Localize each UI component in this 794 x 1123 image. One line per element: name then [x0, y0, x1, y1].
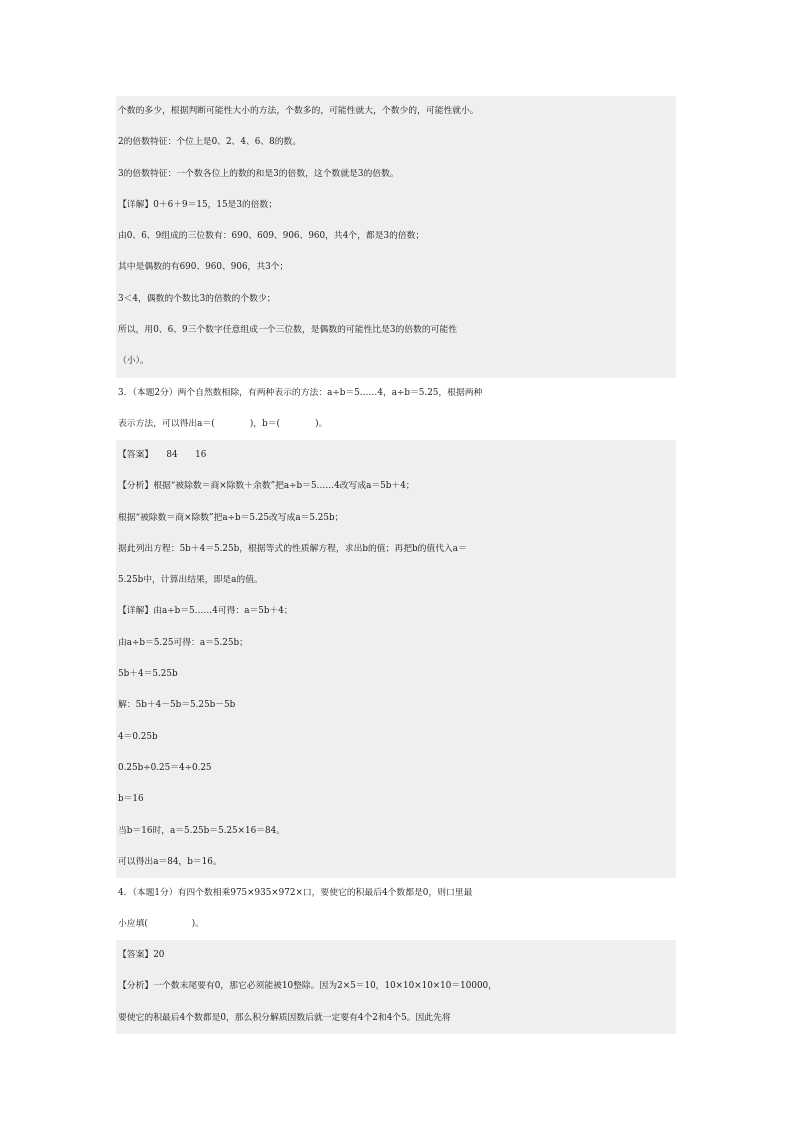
question-line: 3．（本题2分）两个自然数相除，有两种表示的方法：a÷b＝5……4，a÷b＝5.25，根据两种 — [118, 388, 483, 398]
question-4 — [116, 878, 676, 941]
solution-block-q2 — [116, 96, 676, 378]
answer-line: 【答案】 84 16 — [118, 450, 207, 460]
text-line: 【详解】0＋6＋9＝15，15是3的倍数； — [118, 199, 278, 210]
answer-line: 【答案】20 — [118, 950, 165, 960]
equation-line: 4＝0.25b — [118, 731, 158, 742]
question-3 — [116, 378, 676, 441]
text-line: 据此列出方程：5b＋4＝5.25b，根据等式的性质解方程，求出b的值；再把b的值代入a＝ — [118, 543, 467, 554]
text-line: 3的倍数特征：一个数各位上的数的和是3的倍数，这个数就是3的倍数。 — [118, 168, 399, 179]
text-line: 由a÷b＝5.25可得：a＝5.25b； — [118, 637, 248, 648]
text-line: 2的倍数特征：个位上是0、2、4、6、8的数。 — [118, 137, 302, 148]
text-line: 个数的多少，根据判断可能性大小的方法，个数多的，可能性就大，个数少的，可能性就小。 — [118, 106, 479, 116]
text-line: 由0、6、9组成的三位数有：690、609、906、960，共4个，都是3的倍数； — [118, 231, 425, 242]
text-line: 所以，用0、6、9三个数字任意组成一个三位数，是偶数的可能性比是3的倍数的可能性 — [118, 325, 458, 336]
solution-block-q3 — [116, 440, 676, 878]
equation-line: b＝16 — [118, 794, 144, 805]
text-line: 当b＝16时，a＝5.25b＝5.25×16＝84。 — [118, 825, 286, 836]
text-line: 可以得出a＝84，b＝16。 — [118, 856, 222, 867]
text-line: 要使它的积最后4个数都是0，那么积分解质因数后就一定要有4个2和4个5。因此先将 — [118, 1012, 451, 1023]
question-line: 小应填( )。 — [118, 919, 205, 930]
analysis-line: 【分析】根据“被除数＝商×除数＋余数”把a÷b＝5……4改写成a＝5b＋4； — [118, 481, 415, 492]
text-line: 5.25b中，计算出结果，即是a的值。 — [118, 575, 263, 586]
equation-line: 解：5b＋4－5b＝5.25b－5b — [118, 700, 236, 711]
question-line: 4．（本题1分）有四个数相乘975×935×972×口，要使它的积最后4个数都是0，则口里最 — [118, 888, 473, 898]
text-line: （小）。 — [118, 356, 149, 367]
question-line: 表示方法，可以得出a＝( )，b＝( )。 — [118, 419, 328, 430]
solution-block-q4 — [116, 940, 676, 1034]
analysis-line: 【分析】一个数末尾要有0，那它必须能被10整除。因为2×5＝10，10×10×10×10＝10000， — [118, 981, 497, 992]
equation-line: 0.25b÷0.25＝4÷0.25 — [118, 762, 212, 773]
text-line: 根据“被除数＝商×除数”把a÷b＝5.25改写成a＝5.25b； — [118, 512, 344, 523]
equation-line: 5b＋4＝5.25b — [118, 669, 178, 680]
text-line: 其中是偶数的有690、960、906，共3个； — [118, 262, 289, 273]
text-line: 3＜4，偶数的个数比3的倍数的个数少； — [118, 293, 276, 304]
detail-line: 【详解】由a÷b＝5……4可得：a＝5b＋4； — [118, 606, 293, 617]
